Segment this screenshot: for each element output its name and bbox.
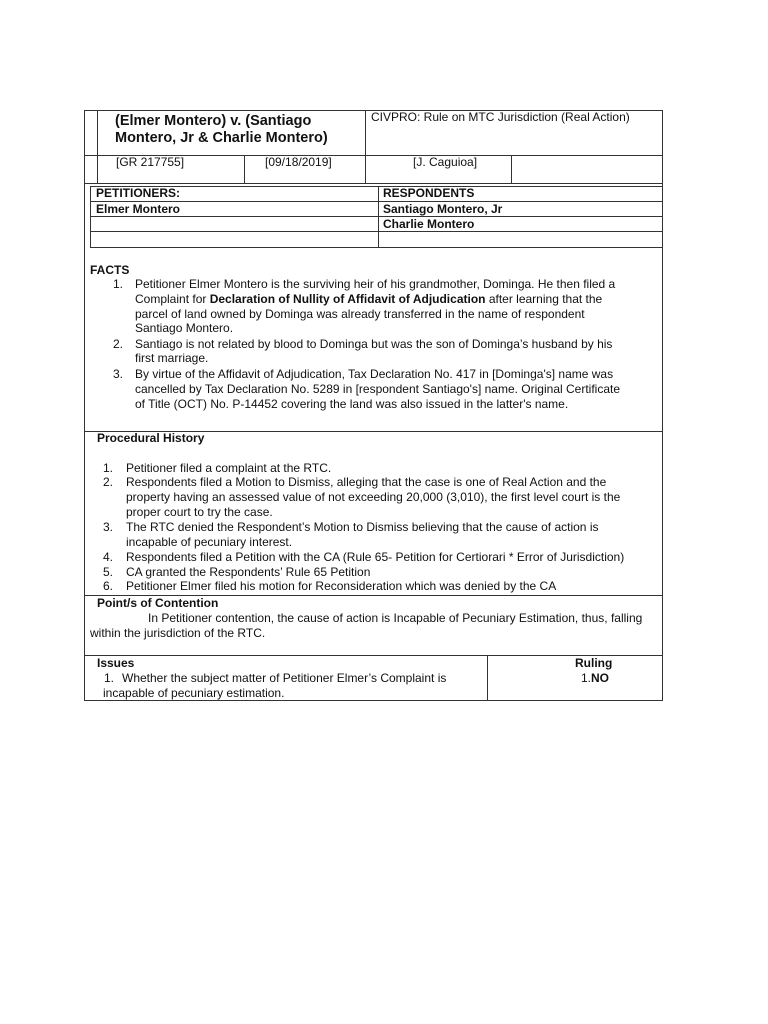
issue-line: incapable of pecuniary estimation. — [103, 686, 285, 700]
ruling-value: 1.NO — [581, 671, 610, 685]
procedural-history-heading: Procedural History — [97, 431, 205, 445]
table-border — [365, 155, 366, 183]
table-border — [244, 155, 245, 183]
contention-line: In Petitioner contention, the cause of action is Incapable of Pecuniary Estimation, thus, falling — [148, 611, 643, 625]
respondent-name: Santiago Montero, Jr — [383, 202, 503, 216]
facts-item-3-line: cancelled by Tax Declaration No. 5289 in [respondent Santiago's] name. Original Certificate — [135, 382, 621, 396]
table-border — [378, 186, 379, 247]
list-item-number: 2. — [113, 337, 124, 351]
decision-date: [09/18/2019] — [265, 155, 332, 169]
table-border — [84, 110, 85, 700]
petitioners-header: PETITIONERS: — [96, 186, 181, 200]
case-topic: CIVPRO: Rule on MTC Jurisdiction (Real Action) — [371, 110, 630, 124]
procedural-history-line: Respondents filed a Petition with the CA (Rule 65- Petition for Certiorari * Error of Jurisdiction) — [126, 550, 625, 564]
table-border — [90, 247, 663, 248]
procedural-history-line: Petitioner filed a complaint at the RTC. — [126, 461, 332, 475]
list-item-number: 1. — [113, 277, 124, 291]
facts-item-1-line: Santiago Montero. — [135, 321, 234, 335]
facts-item-3-line: By virtue of the Affidavit of Adjudication, Tax Declaration No. 417 in [Dominga's] name was — [135, 367, 614, 381]
list-item-number: 1. — [103, 461, 114, 475]
respondent-name: Charlie Montero — [383, 217, 475, 231]
table-border — [511, 155, 512, 183]
list-item-number: 3. — [103, 520, 114, 534]
procedural-history-line: The RTC denied the Respondent’s Motion to Dismiss believing that the cause of action is — [126, 520, 599, 534]
facts-item-1-line: parcel of land owned by Dominga was already transferred in the name of respondent — [135, 307, 585, 321]
procedural-history-line: CA granted the Respondents’ Rule 65 Petition — [126, 565, 371, 579]
contention-heading: Point/s of Contention — [97, 596, 219, 610]
list-item-number: 4. — [103, 550, 114, 564]
facts-item-1-line: Petitioner Elmer Montero is the surviving heir of his grandmother, Dominga. He then filed a — [135, 277, 616, 291]
procedural-history-line: Petitioner Elmer filed his motion for Reconsideration which was denied by the CA — [126, 579, 557, 593]
issues-heading: Issues — [97, 656, 135, 670]
respondents-header: RESPONDENTS — [383, 186, 475, 200]
petitioner-name: Elmer Montero — [96, 202, 181, 216]
procedural-history-line: property having an assessed value of not exceeding 20,000 (3,010), the first level court is the — [126, 490, 621, 504]
case-title-line-1: (Elmer Montero) v. (Santiago — [115, 113, 312, 129]
facts-item-2-line: first marriage. — [135, 351, 209, 365]
contention-line: within the jurisdiction of the RTC. — [90, 626, 266, 640]
list-item-number: 3. — [113, 367, 124, 381]
case-title-line-2: Montero, Jr & Charlie Montero) — [115, 130, 328, 146]
ponente: [J. Caguioa] — [413, 155, 478, 169]
table-border — [662, 110, 663, 700]
issue-line: Whether the subject matter of Petitioner Elmer’s Complaint is — [122, 671, 447, 685]
list-item-number: 1. — [104, 671, 115, 685]
gr-number: [GR 217755] — [116, 155, 185, 169]
facts-heading: FACTS — [90, 263, 130, 277]
facts-item-3-line: of Title (OCT) No. P-14452 covering the land was also issued in the latter's name. — [135, 397, 569, 411]
facts-item-1-line: Complaint for Declaration of Nullity of Affidavit of Adjudication after learning that the — [135, 292, 603, 306]
list-item-number: 5. — [103, 565, 114, 579]
table-border — [84, 183, 663, 184]
list-item-number: 2. — [103, 475, 114, 489]
procedural-history-line: incapable of pecuniary interest. — [126, 535, 293, 549]
ruling-heading: Ruling — [575, 656, 613, 670]
procedural-history-line: Respondents filed a Motion to Dismiss, alleging that the case is one of Real Action and the — [126, 475, 607, 489]
table-border — [487, 655, 488, 700]
procedural-history-line: proper court to try the case. — [126, 505, 273, 519]
bold-emphasis: Declaration of Nullity of Affidavit of Adjudication — [209, 292, 486, 306]
table-border — [365, 110, 366, 155]
table-border — [97, 110, 98, 183]
table-border — [90, 186, 91, 247]
facts-item-2-line: Santiago is not related by blood to Dominga but was the son of Dominga’s husband by his — [135, 337, 613, 351]
list-item-number: 6. — [103, 579, 114, 593]
table-border — [90, 231, 663, 232]
